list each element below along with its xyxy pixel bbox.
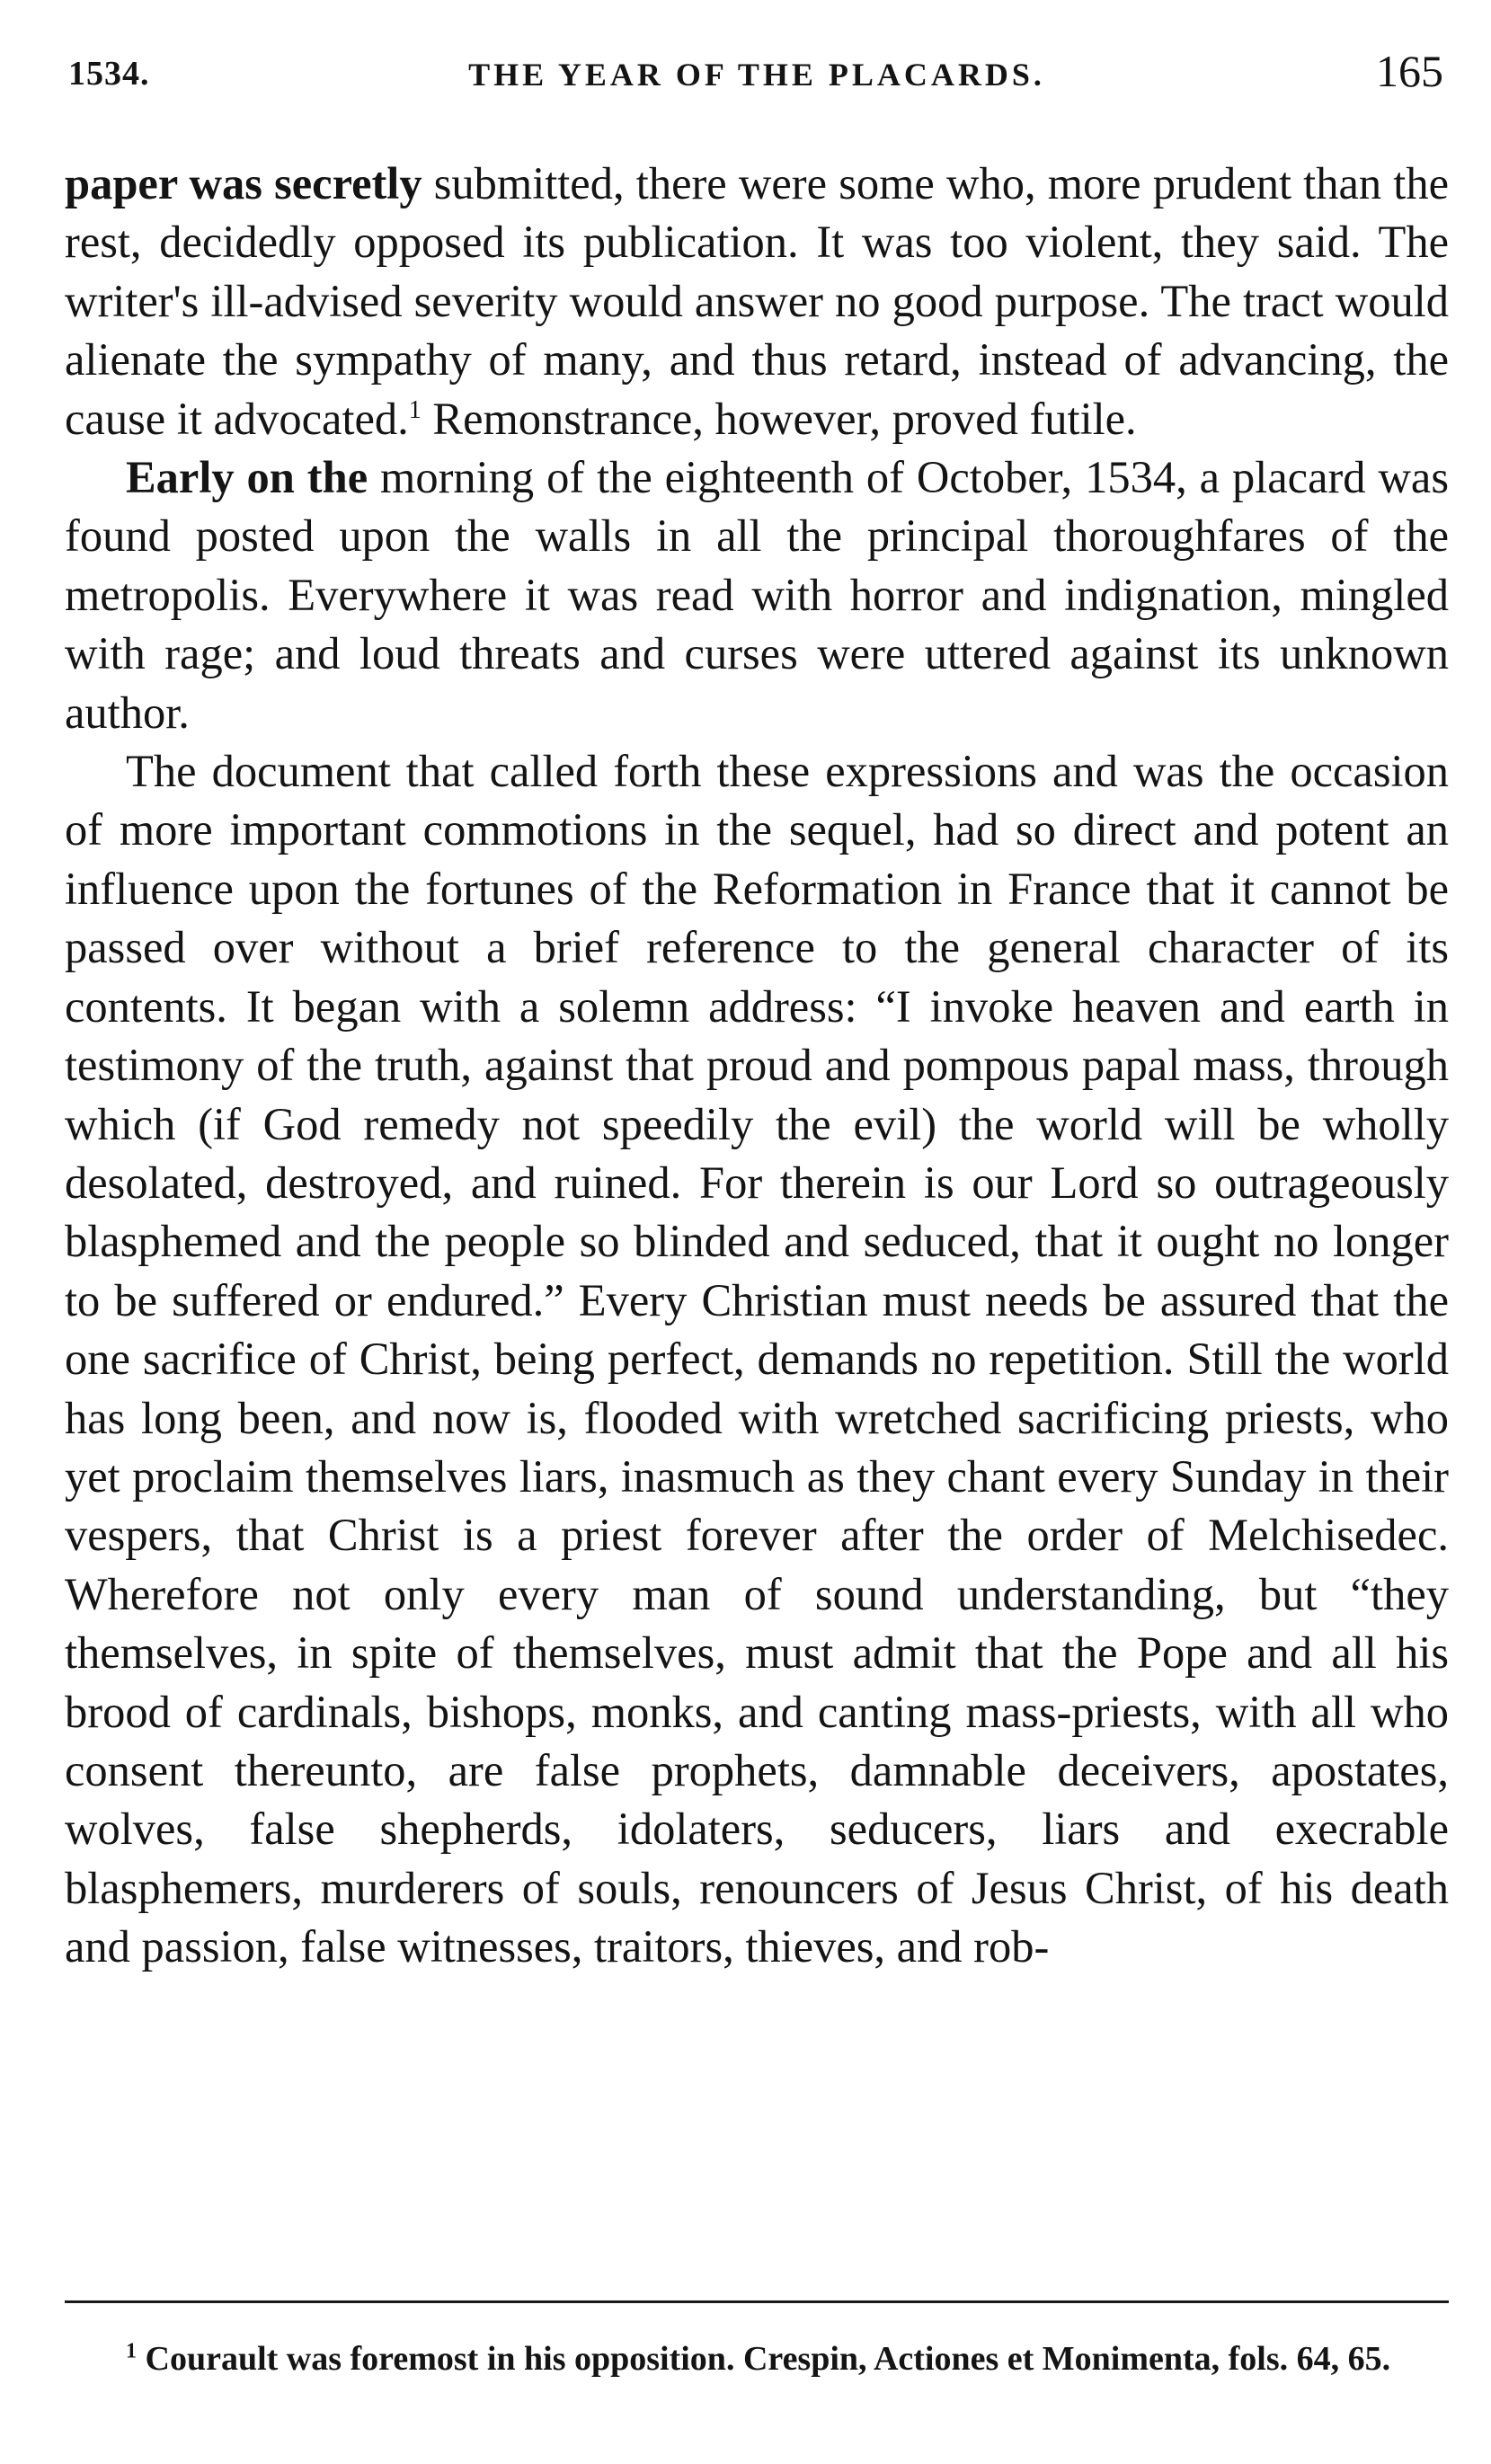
footnote-divider bbox=[65, 2300, 1449, 2303]
footnote-reference: 1 bbox=[408, 395, 422, 424]
running-head-year: 1534. bbox=[68, 55, 150, 93]
paragraph bbox=[65, 448, 1449, 742]
paragraph-bold-lead: paper was secretly bbox=[65, 158, 422, 208]
paragraph-text: submitted, there were some who, more prudent than the rest, decidedly opposed its publication. It was too violent, they said. The writer's ill-advised severity would answer no good purpose. The tract would alienate the sympathy of many, and thus retard, instead of advancing, the cause it advocated. bbox=[65, 158, 1449, 444]
page-number: 165 bbox=[1376, 46, 1443, 96]
book-page bbox=[65, 36, 1449, 2426]
footnote-marker: 1 bbox=[126, 2339, 137, 2363]
paragraph-text: morning of the eighteenth of October, 1534, a placard was found posted upon the walls in all the principal thoroughfares of the metropolis. Everywhere it was read with horror and indignation, mingled with rage; and loud threats and curses were uttered against its unknown author. bbox=[65, 452, 1449, 738]
paragraph-text-continued: Remonstrance, however, proved futile. bbox=[421, 393, 1137, 444]
paragraph-bold-lead: Early on the bbox=[126, 452, 368, 503]
paragraph bbox=[65, 155, 1449, 448]
footnote bbox=[65, 2335, 1449, 2383]
footnote-text: Courault was foremost in his opposition. Crespin, Actiones et Monimenta, fols. 64, 65. bbox=[145, 2340, 1391, 2378]
running-head-title: THE YEAR OF THE PLACARDS. bbox=[468, 57, 1045, 93]
body-text bbox=[65, 155, 1449, 1977]
paragraph-text: The document that called forth these expressions and was the occasion of more important commotions in the sequel, had so direct and potent an influence upon the fortunes of the Reformation in France that it cannot be passed over without a brief reference to the general character of its contents. It began with a solemn address: “I invoke heaven and earth in testimony of the truth, against that proud and pompous papal mass, through which (if God remedy not speedily the evil) the world will be wholly desolated, destroyed, and ruined. For therein is our Lord so outrageously blasphemed and the people so blinded and seduced, that it ought no longer to be suffered or endured.” Every Christian must needs be assured that the one sacrifice of Christ, being perfect, demands no repetition. Still the world has long been, and now is, flooded with wretched sacrificing priests, who yet proclaim themselves liars, inasmuch as they chant every Sunday in their vespers, that Christ is a priest forever after the order of Melchisedec. Wherefore not only every man of sound understanding, but “they themselves, in spite of themselves, must admit that the Pope and all his brood of cardinals, bishops, monks, and canting mass-priests, with all who consent thereunto, are false prophets, damnable deceivers, apostates, wolves, false shepherds, idolaters, seducers, liars and execrable blasphemers, murderers of souls, renouncers of Jesus Christ, of his death and passion, false witnesses, traitors, thieves, and rob- bbox=[65, 746, 1449, 1972]
running-head bbox=[65, 36, 1449, 108]
paragraph bbox=[65, 742, 1449, 1977]
